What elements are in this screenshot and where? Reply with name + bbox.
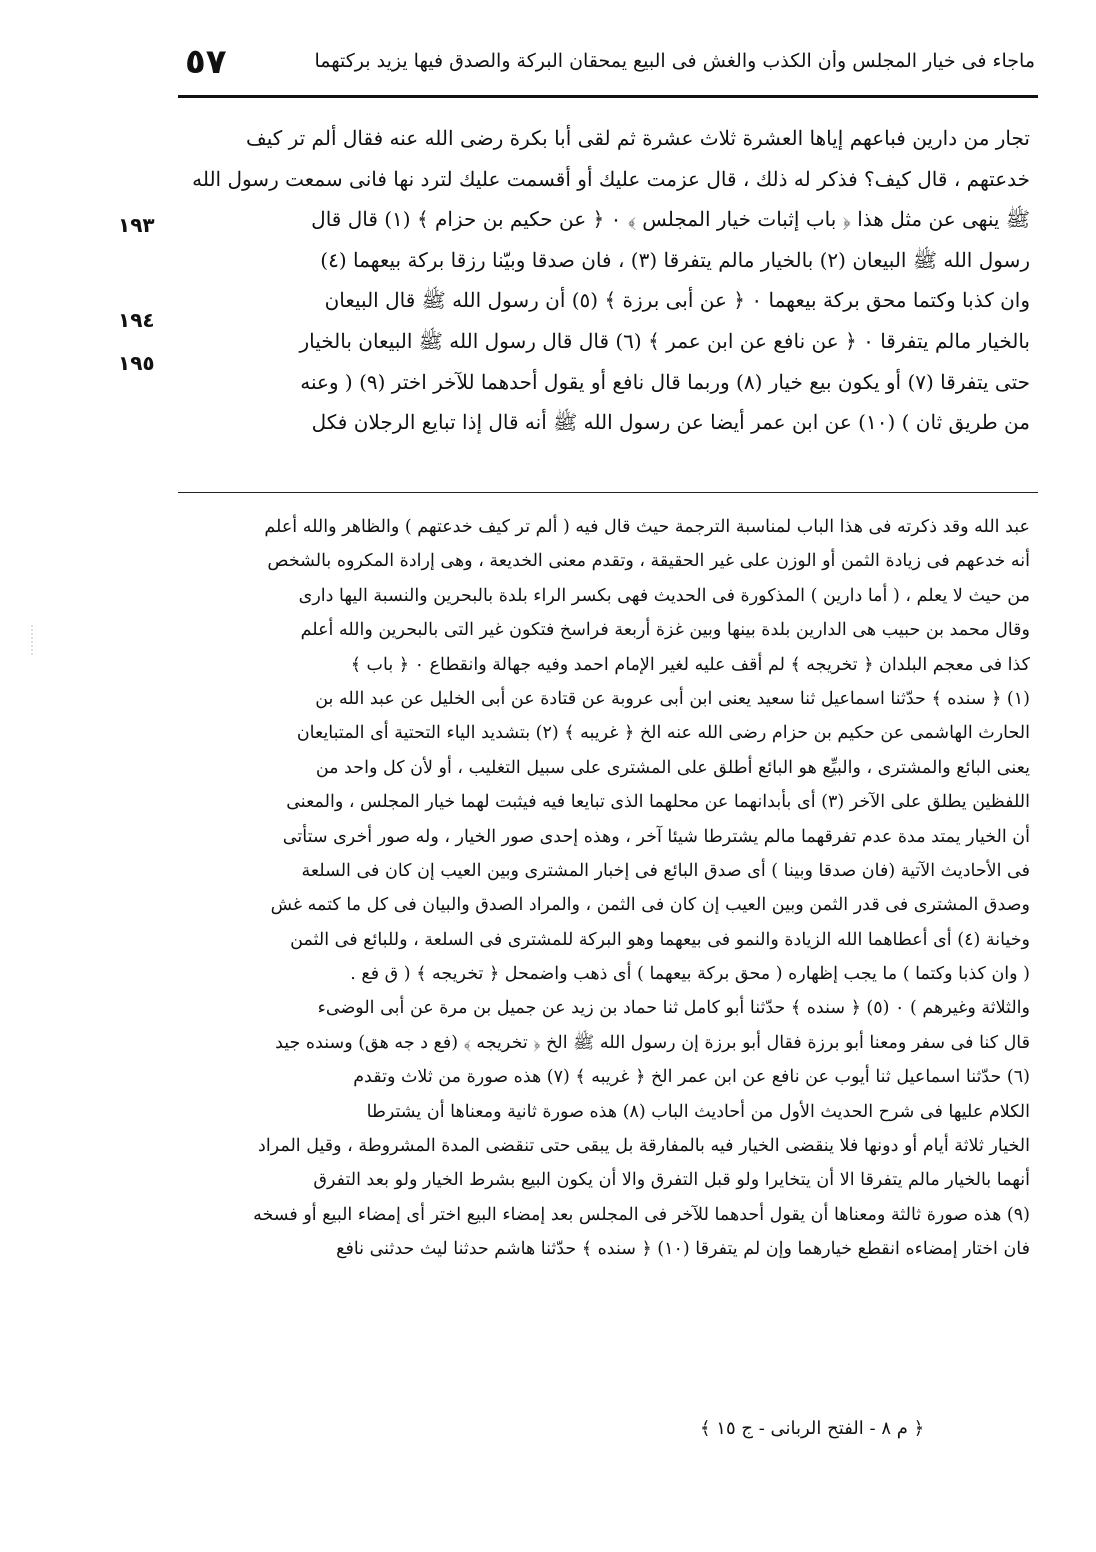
footnote-line: فان اختار إمضاءه انقطع خيارهما وإن لم يتفرقا (١٠) ﴿ سنده ﴾ حدّثنا هاشم حدثنا ليث حدثنى نافع [336, 1239, 1030, 1260]
main-text-line: خدعتهم ، قال كيف؟ فذكر له ذلك ، قال عزمت عليك أو أقسمت عليك لترد نها فانى سمعت رسول الله [192, 166, 1030, 191]
footnote-line: وخيانة (٤) أى أعطاهما الله الزيادة والنمو فى بيعهما وهو البركة للمشترى فى السلعة ، وللبائع فى الثمن [290, 929, 1030, 950]
footnote-line: من حيث لا يعلم ، ( أما دارين ) المذكورة فى الحديث فهى بكسر الراء بلدة بالبحرين والنسبة اليها دارى [298, 585, 1030, 606]
header-divider [178, 95, 1038, 98]
footnote-line: الكلام عليها فى شرح الحديث الأول من أحاديث الباب (٨) هذه صورة ثانية ومعناها أن يشترطا [366, 1101, 1030, 1122]
main-text-line: من طريق ثان ) (١٠) عن ابن عمر أيضا عن رسول الله ﷺ أنه قال إذا تبايع الرجلان فكل [311, 410, 1030, 435]
main-text-block [180, 118, 1030, 443]
footnote-line: كذا فى معجم البلدان ﴿ تخريجه ﴾ لم أقف عليه لغير الإمام احمد وفيه جهالة وانقطاع ٠ ﴿ باب ﴾ [350, 654, 1030, 675]
footnote-line: ( وان كذبا وكتما ) ما يجب إظهاره ( محق بركة بيعهما ) أى ذهب واضمحل ﴿ تخريجه ﴾ ( ق فع . [350, 964, 1030, 985]
footnote-line: أن الخيار يمتد مدة عدم تفرقهما مالم يشترطا شيئا آخر ، وهذه إحدى صور الخيار ، وله صور أخرى ستأتى [282, 826, 1030, 847]
footnote-line: (٩) هذه صورة ثالثة ومعناها أن يقول أحدهما للآخر فى المجلس بعد إمضاء البيع اختر أى إمضاء البيع أو فسخه [253, 1204, 1030, 1225]
hadith-number: ١٩٣ [118, 213, 155, 237]
page-header [185, 40, 1035, 90]
hadith-number: ١٩٥ [118, 351, 155, 375]
footnotes-block [180, 510, 1030, 1267]
footnote-line: الحارث الهاشمى عن حكيم بن حزام رضى الله عنه الخ ﴿ غريبه ﴾ (٢) بتشديد الياء التحتية أى المتبايعان [296, 723, 1030, 744]
footnote-line: عبد الله وقد ذكرته فى هذا الباب لمناسبة الترجمة حيث قال فيه ( ألم تر كيف خدعتهم ) والظاهر والله أعلم [264, 517, 1030, 537]
footnote-line: يعنى البائع والمشترى ، والبيِّع هو البائع أطلق على المشترى على سبيل التغليب ، أو لأن كل واحد من [315, 757, 1030, 778]
footnote-line: الخيار ثلاثة أيام أو دونها فلا ينقضى الخيار فيه بالمفارقة بل يبقى حتى تنقضى المدة المشروطة ، وقيل المراد [258, 1136, 1030, 1157]
footnote-line: وصدق المشترى فى قدر الثمن وبين العيب إن كان فى الثمن ، والمراد الصدق والبيان فى كل ما كتمه غش [270, 895, 1030, 916]
footnote-line: والثلاثة وغيرهم ) ٠ (٥) ﴿ سنده ﴾ حدّثنا أبو كامل ثنا حماد بن زيد عن جميل بن مرة عن أبى الوضىء [317, 998, 1030, 1019]
main-text-line: وان كذبا وكتما محق بركة بيعهما ٠ ﴿ عن أبى برزة ﴾ (٥) أن رسول الله ﷺ قال البيعان [324, 288, 1030, 313]
footnote-line: وقال محمد بن حبيب هى الدارين بلدة بينها وبين غزة أربعة فراسخ فتكون غير التى بالبحرين والله أعلم [300, 620, 1030, 641]
footnote-line: (٦) حدّثنا اسماعيل ثنا أيوب عن نافع عن ابن عمر الخ ﴿ غريبه ﴾ (٧) هذه صورة من ثلاث وتقدم [353, 1067, 1030, 1088]
hadith-number: ١٩٤ [118, 308, 155, 332]
main-text-line: تجار من دارين فباعهم إياها العشرة ثلاث عشرة ثم لقى أبا بكرة رضى الله عنه فقال ألم تر كيف [245, 126, 1030, 150]
scan-speck [30, 625, 34, 655]
signature-mark: ﴿ م ٨ - الفتح الربانى - ج ١٥ ﴾ [700, 1418, 925, 1439]
footnote-line: قال كنا فى سفر ومعنا أبو برزة فقال أبو برزة إن رسول الله ﷺ الخ ﴿ تخريجه ﴾ (فع د جه هق) وسنده جيد [275, 1032, 1030, 1053]
footnote-line: (١) ﴿ سنده ﴾ حدّثنا اسماعيل ثنا سعيد يعنى ابن أبى عروبة عن قتادة عن أبى الخليل عن عبد الله بن [315, 688, 1030, 709]
main-text-line: حتى يتفرقا (٧) أو يكون بيع خيار (٨) وربما قال نافع أو يقول أحدهما للآخر اختر (٩) ( وعنه [300, 369, 1030, 394]
footnote-line: فى الأحاديث الآتية (فان صدقا وبينا ) أى صدق البائع فى إخبار المشترى وبين العيب إن كان فى السلعة [301, 860, 1030, 881]
main-text-line: بالخيار مالم يتفرقا ٠ ﴿ عن نافع عن ابن عمر ﴾ (٦) قال قال رسول الله ﷺ البيعان بالخيار [299, 328, 1030, 353]
running-title: ماجاء فى خيار المجلس وأن الكذب والغش فى البيع يمحقان البركة والصدق فيها يزيد بركتهما [314, 50, 1035, 72]
footnote-divider [178, 492, 1038, 493]
page-number: ٥٧ [185, 42, 227, 82]
footnote-line: اللفظين يطلق على الآخر (٣) أى بأبدانهما عن محلهما الذى تبايعا فيه فيثبت لهما خيار المجلس ، والمعنى [286, 792, 1030, 813]
main-text-line: ﷺ ينهى عن مثل هذا ﴿ باب إثبات خيار المجلس ﴾ ٠ ﴿ عن حكيم بن حزام ﴾ (١) قال قال [311, 207, 1030, 232]
footnote-line: أنهما بالخيار مالم يتفرقا الا أن يتخايرا ولو قبل التفرق والا أن يكون البيع بشرط الخيار ولو بعد التفرق [313, 1170, 1030, 1191]
footnote-line: أنه خدعهم فى زيادة الثمن أو الوزن على غير الحقيقة ، وتقدم معنى الخديعة ، وهى إرادة المكروه بالشخص [267, 551, 1030, 572]
main-text-line: رسول الله ﷺ البيعان (٢) بالخيار مالم يتفرقا (٣) ، فان صدقا وبيّنا رزقا بركة بيعهما (٤) [320, 247, 1030, 272]
